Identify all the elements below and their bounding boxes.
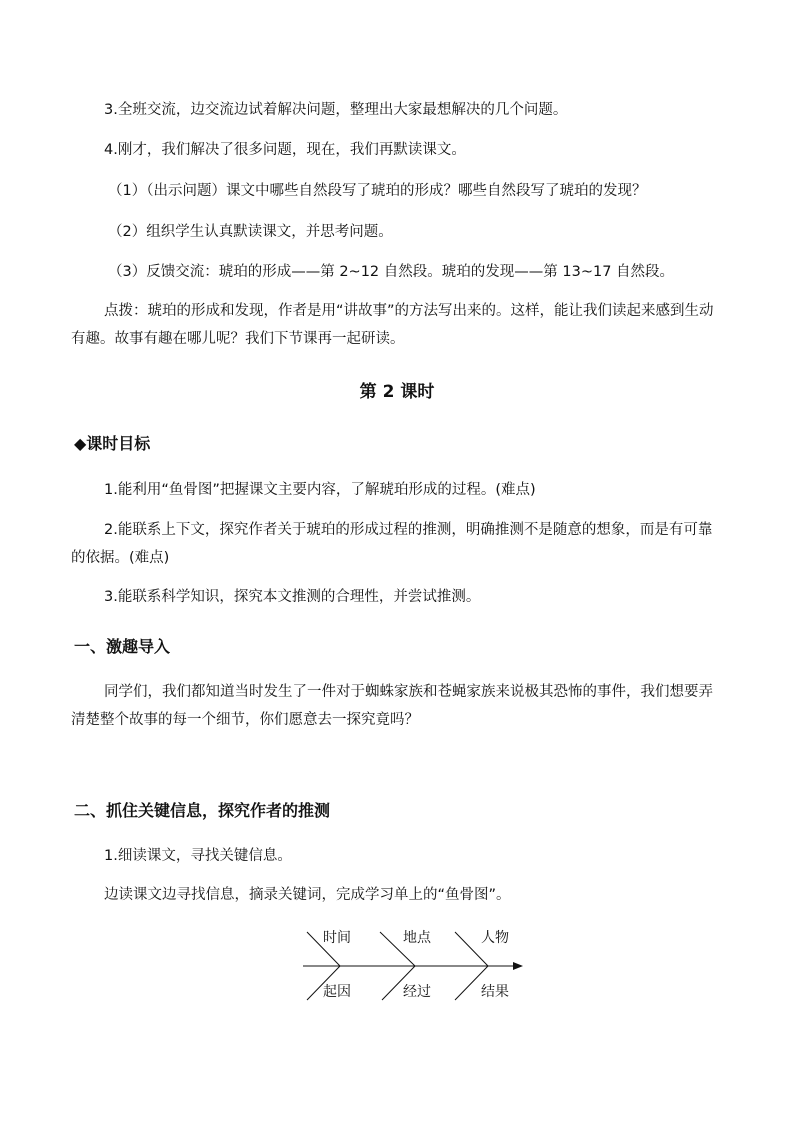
section-2-text: 边读课文边寻找信息，摘录关键词，完成学习单上的“鱼骨图”。 [104,887,511,903]
goals-heading: ◆课时目标 [74,434,151,453]
fishbone-label-place: 地点 [403,930,431,946]
section-1-heading: 一、激趣导入 [74,637,171,656]
question-1: （1）（出示问题）课文中哪些自然段写了琥珀的形成？哪些自然段写了琥珀的发现？ [108,183,647,199]
section-1-text: 同学们，我们都知道当时发生了一件对于蜘蛛家族和苍蝇家族来说极其恐怖的事件，我们想要弄清楚整个故事的每一个细节，你们愿意去一探究竟吗？ [71,684,713,728]
step-4: 4.刚才，我们解决了很多问题，现在，我们再默读课文。 [104,142,466,158]
fishbone-label-process: 经过 [403,984,431,1000]
fishbone-arrow-head [513,962,523,970]
section-2-heading: 二、抓住关键信息，探究作者的推测 [74,801,331,820]
lesson-title: 第 2 课时 [359,382,435,402]
step-3: 3.全班交流，边交流边试着解决问题，整理出大家最想解决的几个问题。 [104,102,568,118]
fishbone-label-time: 时间 [323,930,351,946]
section-2-step-1: 1.细读课文，寻找关键信息。 [104,848,292,864]
goal-1: 1.能利用“鱼骨图”把握课文主要内容，了解琥珀形成的过程。(难点) [104,482,536,498]
goal-2: 2.能联系上下文，探究作者关于琥珀的形成过程的推测，明确推测不是随意的想象，而是有可靠的依据。(难点) [71,522,713,566]
hint-paragraph: 点拨：琥珀的形成和发现，作者是用“讲故事”的方法写出来的。这样，能让我们读起来感到生动有趣。故事有趣在哪儿呢？我们下节课再一起研读。 [71,303,714,347]
fishbone-label-people: 人物 [481,930,509,946]
fishbone-label-cause: 起因 [323,984,351,1000]
fishbone-label-result: 结果 [481,984,509,1000]
goal-3: 3.能联系科学知识，探究本文推测的合理性，并尝试推测。 [104,589,481,605]
question-2: （2）组织学生认真默读课文，并思考问题。 [108,224,393,240]
fishbone-diagram [295,920,535,1010]
question-3: （3）反馈交流：琥珀的形成——第 2~12 自然段。琥珀的发现——第 13~17 自然段。 [108,264,675,280]
